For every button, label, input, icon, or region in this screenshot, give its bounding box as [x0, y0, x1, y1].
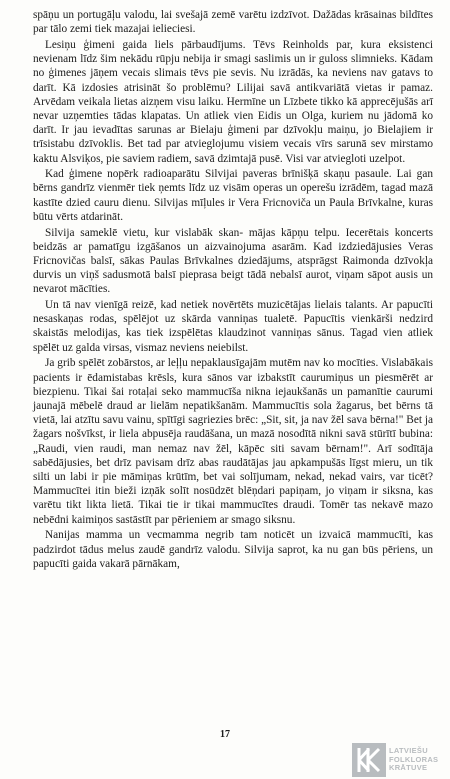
body-text	[33, 8, 433, 572]
paragraph: Lesiņu ģimeni gaida liels pārbaudījums. Tēvs Reinholds par, kura eksistenci nevienam līdz šim nekādu rūpju nebija ir smagi saslimis un ir guloss slimnieks. Kādam no ģimenes jāņem vecais slimais tēvs pie sevis. Nu izrādās, ka neviens nav gatavs to darīt. Kā izdosies atrisināt šo problēmu? Lilijai savā antikvariātā vietas ir pamaz. Arvēdam veikala lietas aizņem visu laiku. Hermīne un Līzbete tikko kā apprecējušās arī nevar uzņemties tādas klapatas. Un atliek vien Eidis un Olga, kuriem nu jādomā ko darīt. Ir jau ievadītas sarunas ar Bielaju ģimeni par dzīvokļu maiņu, jo Bielajiem ir trīsistabu dzīvoklis. Bet tad par atvieglojumu visiem vecais vīrs sarunā sev mirstamo kaktu Alsviķos, pie saviem radiem, savā dzimtajā pusē. Visi var atviegloti uzelpot.	[33, 38, 433, 165]
page-number: 17	[220, 729, 230, 740]
paragraph: Silvija sameklē vietu, kur vislabāk skan- mājas kāpņu telpu. Iecerētais koncerts beidzās ar pamatīgu izgāšanos un aizvainojuma asarām. Kad izdziedājusies Veras Fricnovičas balsī, sākas Paulas Brīvkalnes dziedājums, atsprāgst Raimonda dzīvokļa durvis un viņš sadusmotā balsī pieprasa beigt tādā nebalsī aurot, viņam sāpot ausis un nevarot mācīties.	[33, 226, 433, 296]
logo-line: FOLKLORAS	[389, 754, 439, 764]
paragraph: Nanijas mamma un vecmamma negrib tam noticēt un izvaicā mammucīti, kas padzirdot tādus melus zaudē gandrīz valodu. Silvija saprot, ka nu gan būs pēriens, un papucīti gaida vakarā pārnākam,	[33, 529, 433, 570]
archive-logo	[352, 743, 448, 777]
logo-line: LATVIEŠU	[389, 746, 428, 756]
paragraph: Ja grib spēlēt zobārstos, ar leļļu nepaklausīgajām mutēm nav ko mocīties. Vislabākais pacients ir ēdamistabas krēsls, kura sānos var izbakstīt caurumiņus un piesmērēt ar biezpienu. Tikai šai rotaļai seko mammucīša nikna iejaukšanās un pamanītie caurumi jaunajā mēbelē draud ar lielām nepatikšanām. Mammucītis sola žagarus, bet bērns tā vietā, lai atzītu savu vainu, spītīgi sagriezies brēc: „Sit, sit, ja nav žēl sava bērna!" Bet ja žagars nošvīkst, ir liela abpusēja raudāšana, un mazā nosodītā nikni savā stūrītī bubina: „Raudi, vien raudi, man nemaz nav žēl, kāpēc siti savam bērnam!". Arī sodītāja sabēdājusies, bet drīz pavisam drīz abas raudātājas jau apkampušās līgst mieru, un tik silti un labi ir pie māmiņas krūtīm, bet vai solījumam, nekad, nekad vairs, var ticēt? Mammucītei itin bieži izņāk solīt nosūdzēt blēņdari papiņam, jo viņam ir siksna, kas varētu tikt likta lietā. Tikai tie ir tikai mammucītes draudi. Tomēr tas nekavē mazo nebēdni kaimiņos sastāstīt par pērieniem ar smago siksnu.	[33, 357, 433, 526]
folklore-archive-logo-icon	[352, 743, 386, 777]
logo-text	[389, 747, 438, 773]
paragraph: spāņu un portugāļu valodu, lai svešajā zemē varētu izdzīvot. Dažādas krāsainas bildītes par tālo zemi tiek mazajai ielieciesi.	[33, 9, 433, 36]
logo-line: KRĀTUVE	[389, 763, 428, 773]
paragraph: Un tā nav vienīgā reizē, kad netiek novērtēts muzicētājas lielais talants. Ar papucīti nesaskaņas rodas, spēlējot uz skārda vanniņas tualetē. Papucītis vienkārši nedzird skaistās melodijas, kas tiek izspēlētas klaudzinot vanniņas sānus. Tagad vien atliek spēlēt uz galda virsas, vismaz neviens neiebilst.	[33, 299, 433, 354]
paragraph: Kad ģimene nopērk radioaparātu Silvijai paveras brīnišķā skaņu pasaule. Lai gan bērns gandrīz vienmēr tiek ņemts līdz uz visām operas un operešu izrādēm, tagad mazā kastīte dzied cauru dienu. Silvijas mīļules ir Vera Fricnoviča un Paula Brīvkalne, kuras būtu vērts atdarināt.	[33, 168, 433, 223]
